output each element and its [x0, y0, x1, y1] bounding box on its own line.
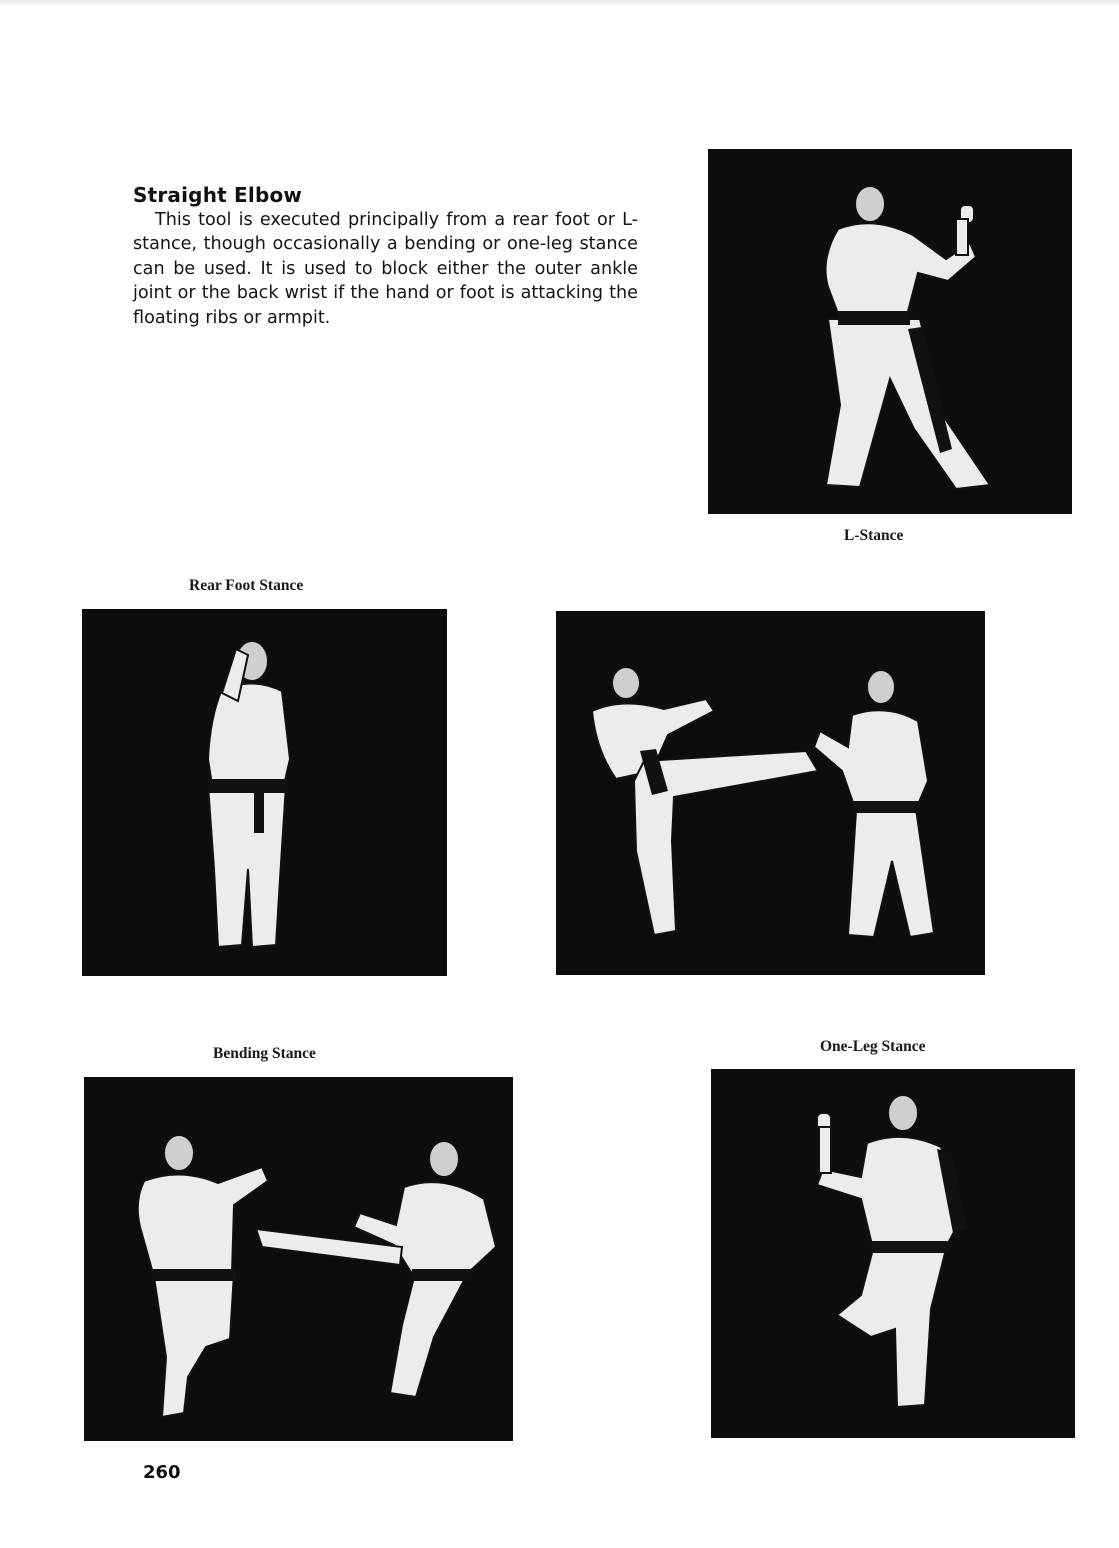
photo-l-stance	[708, 149, 1072, 514]
caption-l-stance: L-Stance	[844, 527, 904, 544]
caption-one-leg-stance: One-Leg Stance	[820, 1038, 926, 1055]
photo-rear-foot-stance	[82, 609, 447, 976]
figure-bending-stance	[84, 1077, 513, 1441]
figure-one-leg-stance	[711, 1069, 1075, 1438]
figure-sparring-rear-foot	[556, 611, 985, 975]
page-top-edge	[0, 0, 1119, 6]
photo-sparring-rear-foot	[556, 611, 985, 975]
photo-one-leg-stance	[711, 1069, 1075, 1438]
caption-rear-foot-stance: Rear Foot Stance	[189, 577, 304, 594]
photo-bending-stance	[84, 1077, 513, 1441]
caption-bending-stance: Bending Stance	[213, 1045, 316, 1062]
figure-l-stance	[708, 149, 1072, 514]
page-number: 260	[143, 1462, 181, 1483]
figure-rear-foot-stance	[82, 609, 447, 976]
section-title: Straight Elbow	[133, 183, 303, 207]
body-paragraph: This tool is executed principally from a rear foot or L-stance, though occasionally a bending or one-leg stance can be used. It is used to block either the outer ankle joint or the back wrist if the hand or foot is attacking the floating ribs or armpit.	[133, 210, 638, 328]
